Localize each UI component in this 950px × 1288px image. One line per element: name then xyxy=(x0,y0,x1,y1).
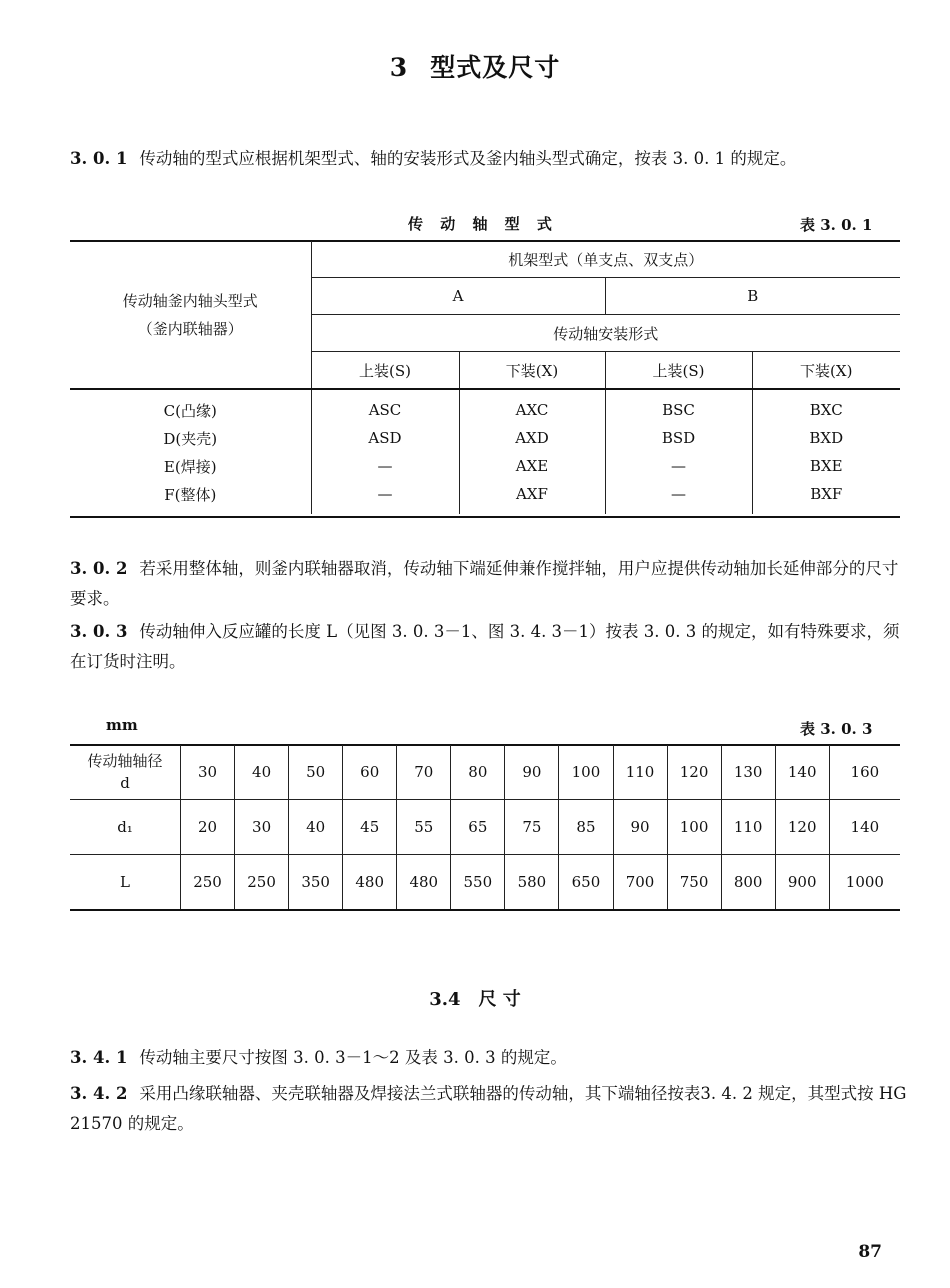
table-cell: 130 xyxy=(721,745,775,800)
table-cell: — xyxy=(605,452,752,480)
clause-number: 3. 0. 1 xyxy=(70,149,128,168)
clause-number: 3. 4. 1 xyxy=(70,1048,128,1067)
paragraph-3-4-1 xyxy=(70,1043,908,1073)
table2-label: 表 3. 0. 3 xyxy=(800,720,873,738)
clause-text: 传动轴伸入反应罐的长度 L（见图 3. 0. 3－1、图 3. 4. 3－1）按表 3. 0. 3 的规定，如有特殊要求，须在订货时注明。 xyxy=(70,622,900,671)
frame-type-header: 机架型式（单支点、双支点） xyxy=(311,241,900,278)
table-cell: 480 xyxy=(343,855,397,910)
chapter-title-text: 型式及尺寸 xyxy=(430,53,561,82)
row-header-line2: （釜内联轴器） xyxy=(137,319,243,338)
clause-text: 采用凸缘联轴器、夹壳联轴器及焊接法兰式联轴器的传动轴，其下端轴径按表3. 4. 2 规定，其型式按 HG 21570 的规定。 xyxy=(70,1084,907,1133)
paragraph-3-0-3 xyxy=(70,617,908,677)
table-3-0-1 xyxy=(70,241,900,514)
frame-type-b: B xyxy=(605,278,900,315)
frame-type-a: A xyxy=(311,278,605,315)
table-cell: 700 xyxy=(613,855,667,910)
table-cell: 100 xyxy=(667,800,721,855)
table1-row-header xyxy=(70,241,311,389)
table-cell: 50 xyxy=(289,745,343,800)
table-row xyxy=(70,424,900,452)
table-row xyxy=(70,800,900,855)
table-cell: 140 xyxy=(775,745,829,800)
row-head-symbol: d xyxy=(120,774,130,792)
table-cell: 120 xyxy=(667,745,721,800)
table-cell: 40 xyxy=(235,745,289,800)
table-cell: 100 xyxy=(559,745,613,800)
table-cell: BXE xyxy=(752,452,900,480)
table-cell: BSD xyxy=(605,424,752,452)
shaft-head-type: E(焊接) xyxy=(163,457,217,476)
table-cell: 70 xyxy=(397,745,451,800)
table1-label: 表 3. 0. 1 xyxy=(800,216,873,234)
table-3-0-3 xyxy=(70,745,900,909)
table-cell: BSC xyxy=(605,389,752,424)
section-title: 尺 寸 xyxy=(478,989,521,1010)
table-cell: 110 xyxy=(613,745,667,800)
table-cell: 55 xyxy=(397,800,451,855)
table-cell: 140 xyxy=(829,800,900,855)
shaft-head-type: D(夹壳) xyxy=(163,429,218,448)
row-head-d xyxy=(70,745,181,800)
row-header-line1: 传动轴釜内轴头型式 xyxy=(122,291,258,310)
mount-bottom-b: 下装(X) xyxy=(752,352,900,390)
table-cell: ASD xyxy=(311,424,459,452)
table-row xyxy=(70,452,900,480)
table-cell: 30 xyxy=(235,800,289,855)
mount-top-a: 上装(S) xyxy=(311,352,459,390)
table-cell: 800 xyxy=(721,855,775,910)
table-cell: 1000 xyxy=(829,855,900,910)
table-cell: 90 xyxy=(613,800,667,855)
mount-top-b: 上装(S) xyxy=(605,352,752,390)
table-cell: 75 xyxy=(505,800,559,855)
table-cell: — xyxy=(311,452,459,480)
table-cell: BXF xyxy=(752,480,900,514)
table-cell: 480 xyxy=(397,855,451,910)
clause-text: 若采用整体轴，则釜内联轴器取消，传动轴下端延伸兼作搅拌轴，用户应提供传动轴加长延伸部分的尺寸要求。 xyxy=(70,559,899,608)
table-cell: 350 xyxy=(289,855,343,910)
table-cell: 250 xyxy=(181,855,235,910)
table-cell: 650 xyxy=(559,855,613,910)
table-cell: 40 xyxy=(289,800,343,855)
table1-caption: 传 动 轴 型 式 xyxy=(408,215,558,233)
table-cell: 60 xyxy=(343,745,397,800)
table-cell: — xyxy=(605,480,752,514)
table-cell: 120 xyxy=(775,800,829,855)
table-cell: 250 xyxy=(235,855,289,910)
clause-number: 3. 0. 2 xyxy=(70,559,128,578)
table-cell: 85 xyxy=(559,800,613,855)
mount-bottom-a: 下装(X) xyxy=(459,352,605,390)
table-cell: AXE xyxy=(459,452,605,480)
table-cell: AXC xyxy=(459,389,605,424)
paragraph-3-0-2 xyxy=(70,554,908,614)
table-row xyxy=(70,855,900,910)
shaft-head-type: C(凸缘) xyxy=(163,401,217,420)
table-cell: ASC xyxy=(311,389,459,424)
mount-type-header: 传动轴安装形式 xyxy=(311,315,900,352)
chapter-number: 3 xyxy=(389,53,409,82)
table-cell: 550 xyxy=(451,855,505,910)
table-cell: 90 xyxy=(505,745,559,800)
chapter-title xyxy=(0,48,950,84)
table-row xyxy=(70,480,900,514)
table2-unit: mm xyxy=(106,716,138,734)
page-number: 87 xyxy=(858,1242,882,1262)
row-head-label: 传动轴轴径 xyxy=(87,752,163,770)
table-cell: AXF xyxy=(459,480,605,514)
table-cell: 20 xyxy=(181,800,235,855)
paragraph-3-0-1 xyxy=(70,144,908,174)
table2-bottom-rule xyxy=(70,909,900,911)
table-cell: 110 xyxy=(721,800,775,855)
section-heading-3-4 xyxy=(0,985,950,1011)
table-row xyxy=(70,745,900,800)
clause-number: 3. 4. 2 xyxy=(70,1084,128,1103)
table-cell: 160 xyxy=(829,745,900,800)
table-cell: BXD xyxy=(752,424,900,452)
row-head-L: L xyxy=(120,873,130,891)
table1-bottom-rule xyxy=(70,516,900,518)
clause-text: 传动轴主要尺寸按图 3. 0. 3－1～2 及表 3. 0. 3 的规定。 xyxy=(139,1048,567,1067)
paragraph-3-4-2 xyxy=(70,1079,908,1139)
table-cell: AXD xyxy=(459,424,605,452)
table-cell: 750 xyxy=(667,855,721,910)
row-head-d1: d₁ xyxy=(70,800,181,855)
table-cell: — xyxy=(311,480,459,514)
clause-text: 传动轴的型式应根据机架型式、轴的安装形式及釜内轴头型式确定，按表 3. 0. 1 的规定。 xyxy=(139,149,797,168)
section-number: 3.4 xyxy=(429,989,461,1010)
table-row xyxy=(70,389,900,424)
table-cell: 65 xyxy=(451,800,505,855)
table-cell: 900 xyxy=(775,855,829,910)
shaft-head-type: F(整体) xyxy=(164,485,217,504)
table-cell: 30 xyxy=(181,745,235,800)
table-cell: BXC xyxy=(752,389,900,424)
table-cell: 80 xyxy=(451,745,505,800)
table-cell: 45 xyxy=(343,800,397,855)
clause-number: 3. 0. 3 xyxy=(70,622,128,641)
table-cell: 580 xyxy=(505,855,559,910)
